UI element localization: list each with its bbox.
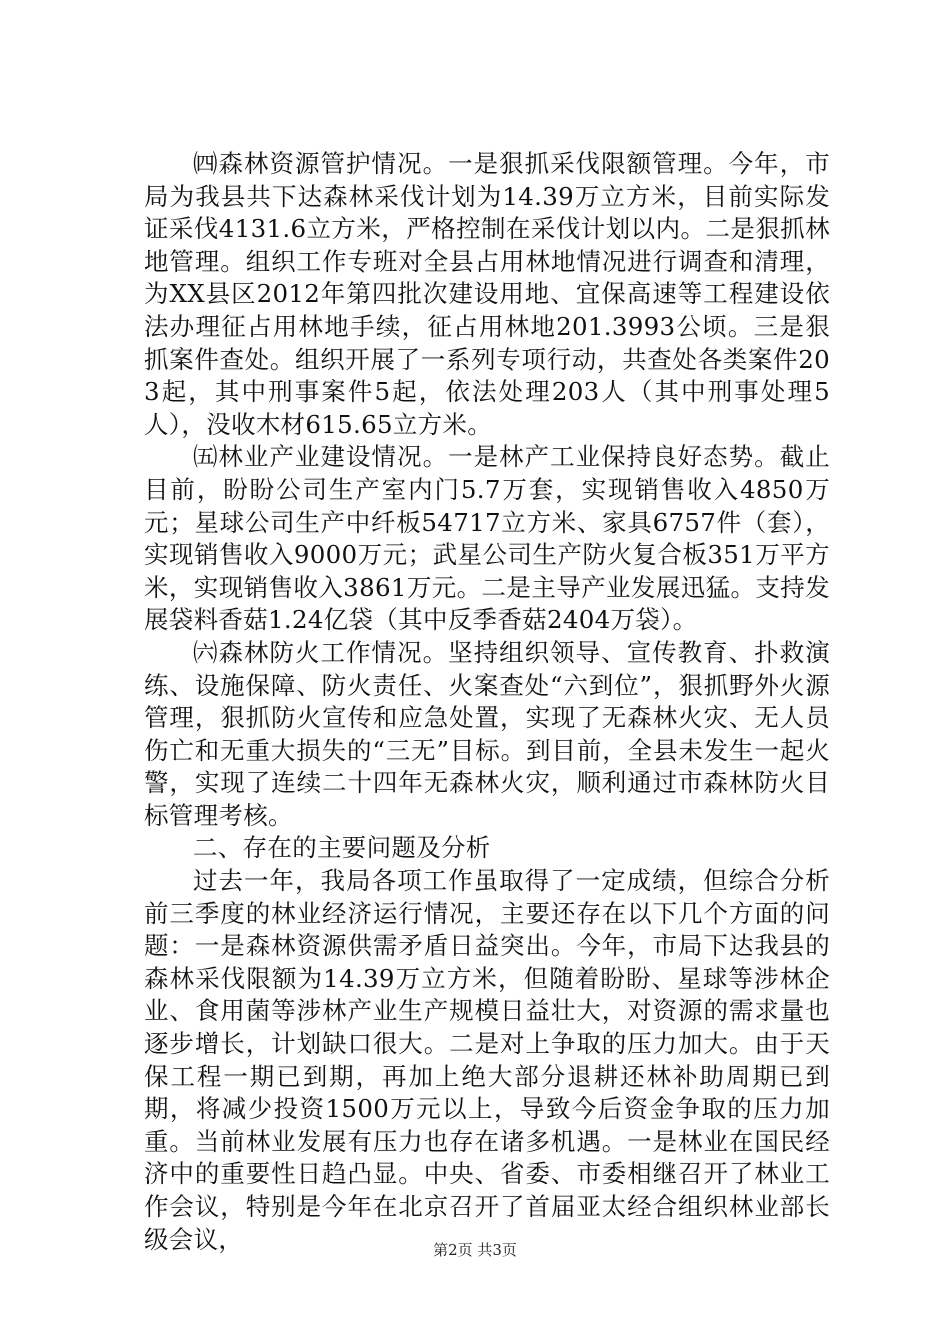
section-heading: 二、存在的主要问题及分析 xyxy=(193,833,491,863)
paragraph-forest-protection: ㈣森林资源管护情况。一是狠抓采伐限额管理。今年，市局为我县共下达森林采伐计划为14.39万立方米，目前实际发证采伐4131.6立方米，严格控制在采伐计划以内。二是狠抓林地管理。组织工作专班对全县占用林地情况进行调查和清理，为XX县区2012年第四批次建设用地、宜保高速等工程建设依法办理征占用林地手续，征占用林地201.3993公顷。三是狠抓案件查处。组织开展了一系列专项行动，共查处各类案件203起，其中刑事案件5起，依法处理203人（其中刑事处理5人），没收木材615.65立方米。 xyxy=(144,149,830,439)
paragraph-fire-prevention: ㈥森林防火工作情况。坚持组织领导、宣传教育、扑救演练、设施保障、防火责任、火案查处“六到位”，狠抓野外火源管理，狠抓防火宣传和应急处置，实现了无森林火灾、无人员伤亡和无重大损失的“三无”目标。到目前，全县未发生一起火警，实现了连续二十四年无森林火灾，顺利通过市森林防火目标管理考核。 xyxy=(144,637,830,830)
document-body xyxy=(144,148,830,1256)
paragraph-forestry-industry: ㈤林业产业建设情况。一是林产工业保持良好态势。截止目前，盼盼公司生产室内门5.7万套，实现销售收入4850万元；星球公司生产中纤板54717立方米、家具6757件（套），实现销售收入9000万元；武星公司生产防火复合板351万平方米，实现销售收入3861万元。二是主导产业发展迅猛。支持发展袋料香菇1.24亿袋（其中反季香菇2404万袋）。 xyxy=(144,442,830,635)
paragraph-problems-analysis: 过去一年，我局各项工作虽取得了一定成绩，但综合分析前三季度的林业经济运行情况，主要还存在以下几个方面的问题：一是森林资源供需矛盾日益突出。今年，市局下达我县的森林采伐限额为14.39万立方米，但随着盼盼、星球等涉林企业、食用菌等涉林产业生产规模日益壮大，对资源的需求量也逐步增长，计划缺口很大。二是对上争取的压力加大。由于天保工程一期已到期，再加上绝大部分退耕还林补助周期已到期，将减少投资1500万元以上，导致今后资金争取的压力加重。当前林业发展有压力也存在诸多机遇。一是林业在国民经济中的重要性日趋凸显。中央、省委、市委相继召开了林业工作会议，特别是今年在北京召开了首届亚太经合组织林业部长级会议， xyxy=(144,866,830,1254)
page-footer: 第2页 共3页 xyxy=(433,1241,517,1259)
